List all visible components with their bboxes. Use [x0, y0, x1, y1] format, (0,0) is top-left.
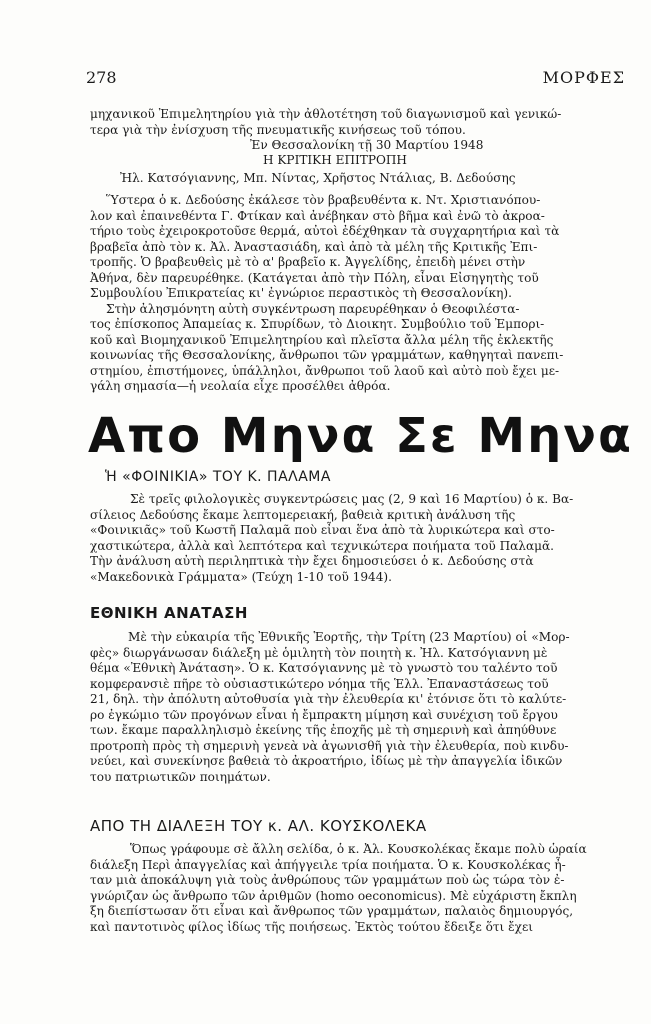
signature-place: Ἐν Θεσσαλονίκη τῇ 30 Μαρτίου 1948 — [250, 138, 484, 152]
kouskoleka-paragraph — [90, 842, 638, 935]
event-paragraph — [90, 193, 638, 395]
text-line: κοῦ καὶ Βιομηχανικοῦ Ἐπιμελητηρίου καὶ πλεῖστα ἄλλα μέλη τῆς ἐκλεκτῆς — [90, 332, 554, 347]
text-line: Σὲ τρεῖς φιλολογικὲς συγκεντρώσεις μας (2, 9 καὶ 16 Μαρτίου) ὁ κ. Βα- — [130, 492, 574, 506]
text-line: καὶ παντοτινὸς φίλος ἰδίως τῆς ποιήσεως. Ἐκτὸς τούτου ἔδειξε ὅτι ἔχει — [90, 919, 533, 934]
text-line: τος ἐπίσκοπος Ἀπαμείας κ. Σπυρίδων, τὸ Διοικητ. Συμβούλιο τοῦ Ἐμπορι- — [90, 317, 545, 331]
signature-title: Η ΚΡΙΤΙΚΗ ΕΠΙΤΡΟΠΗ — [263, 153, 407, 167]
text-line: γνώριζαν ὡς ἄνθρωπο τῶν ἀριθμῶν (homo oeconomicus). Μὲ εὐχάριστη ἔκπλη — [90, 888, 577, 903]
text-line: κοινωνίας τῆς Θεσσαλονίκης, ἄνθρωποι τῶν γραμμάτων, καθηγηταὶ πανεπι- — [90, 348, 564, 362]
text-line: φὲς» διωργάνωσαν διάλεξη μὲ ὁμιλητὴ τὸν ποιητὴ κ. Ἠλ. Κατσόγιαννη μὲ — [90, 645, 548, 660]
text-line: κομφερανσιὲ πῆρε τὸ οὐσιαστικώτερο νόημα τῆς Ἑλλ. Ἐπαναστάσεως τοῦ — [90, 676, 549, 691]
signature-names: Ἠλ. Κατσόγιαννης, Μπ. Νίντας, Χρῆστος Ντάλιας, Β. Δεδούσης — [120, 171, 516, 185]
text-line: χαστικώτερα, ἀλλὰ καὶ λεπτότερα καὶ τεχνικώτερα ποιήματα τοῦ Παλαμᾶ. — [90, 538, 554, 553]
ethniki-paragraph — [90, 630, 638, 785]
heading-kouskoleka: ΑΠΟ ΤΗ ΔΙΑΛΕΞΗ ΤΟΥ κ. ΑΛ. ΚΟΥΣΚΟΛΕΚΑ — [90, 817, 427, 835]
text-line: Συμβουλίου Ἐπικρατείας κι' ἐγνώριοε περαστικὸς τὴ Θεσσαλονίκη). — [90, 286, 512, 300]
text-line: λον καὶ ἐπαινεθέντα Γ. Φτίκαν καὶ ἀνέβηκαν στὸ βῆμα καὶ ἐνῶ τὸ ἀκροα- — [90, 208, 545, 223]
text-line: διάλεξη Περὶ ἀπαγγελίας καὶ ἀπήγγειλε τρία ποιήματα. Ὁ κ. Κουσκολέκας ἦ- — [90, 857, 566, 872]
text-line: προτροπὴ πρὸς τὴ σημερινὴ γενεὰ νὰ ἀγωνισθῆ γιὰ τὴν ἐλευθερία, ποὺ κινδυ- — [90, 738, 569, 753]
text-line: των. ἔκαμε παραλληλισμὸ ἐκείνης τῆς ἐποχῆς μὲ τὴ σημερινὴ καὶ ἀπηύθυνε — [90, 723, 557, 737]
text-line: στημίου, ἐπιστήμονες, ὑπάλληλοι, ἄνθρωποι τοῦ λαοῦ καὶ αὐτὸ ποὺ ἔχει με- — [90, 363, 560, 378]
text-line: τερα γιὰ τὴν ἐνίσχυση τῆς πνευματικῆς κινήσεως τοῦ τόπου. — [90, 122, 466, 137]
text-line: «Φοινικιᾶς» τοῦ Κωστῆ Παλαμᾶ ποὺ εἶναι ἕνα ἀπὸ τὰ λυρικώτερα καὶ στο- — [90, 523, 555, 537]
text-line: Ἀθήνα, δὲν παρευρέθηκε. (Κατάγεται ἀπὸ τὴν Πόλη, εἶναι Εἰσηγητὴς τοῦ — [90, 270, 539, 285]
text-line: ταν μιὰ ἀποκάλυψη γιὰ τοὺς ἀνθρώπους τῶν γραμμάτων ποὺ ὡς τώρα τὸν ἐ- — [90, 873, 565, 887]
journal-title: ΜΟΡΦΕΣ — [542, 68, 625, 87]
text-line: τήριο τοὺς ἐχειροκροτοῦσε θερμά, αὐτοὶ ἐδέχθηκαν τὰ συγχαρητήρια καὶ τὰ — [90, 224, 560, 238]
text-line: ξη διεπίστωσαν ὅτι εἶναι καὶ ἄνθρωπος τῶν γραμμάτων, παλαιὸς δημιουργός, — [90, 904, 574, 918]
section-title: Απο Μηνα Σε Μηνα — [88, 408, 633, 464]
text-line: Ὅπως γράφουμε σὲ ἄλλη σελίδα, ὁ κ. Ἀλ. Κουσκολέκας ἔκαμε πολὺ ὡραία — [130, 842, 587, 856]
text-line: του πατριωτικῶν ποιημάτων. — [90, 769, 271, 784]
text-line: μηχανικοῦ Ἐπιμελητηρίου γιὰ τὴν ἀθλοτέτηση τοῦ διαγωνισμοῦ καὶ γενικώ- — [90, 107, 562, 121]
text-line: βραβεῖα ἀπὸ τὸν κ. Ἀλ. Ἀναστασιάδη, καὶ ἀπὸ τὰ μέλη τῆς Κριτικῆς Ἐπι- — [90, 239, 538, 254]
text-line: νεύει, καὶ συνεκίνησε βαθειὰ τὸ ἀκροατήριο, ἰδίως μὲ τὴν ἀπαγγελία ἰδικῶν — [90, 754, 563, 768]
text-line: «Μακεδονικὰ Γράμματα» (Τεύχη 1-10 τοῦ 1944). — [90, 569, 392, 584]
heading-phoinikia: Ἡ «ΦΟΙΝΙΚΙΑ» ΤΟΥ Κ. ΠΑΛΑΜΑ — [105, 469, 331, 485]
text-line: Στὴν ἀλησμόνητη αὐτὴ συγκέντρωση παρευρέθηκαν ὁ Θεοφιλέστα- — [106, 301, 520, 316]
text-line: Μὲ τὴν εὐκαιρία τῆς Ἐθνικῆς Ἑορτῆς, τὴν Τρίτη (23 Μαρτίου) οἱ «Μορ- — [128, 630, 570, 644]
text-line: Τὴν ἀνάλυση αὐτὴ περιληπτικὰ τὴν ἔχει δημοσιεύσει ὁ κ. Δεδούσης στὰ — [90, 554, 534, 568]
heading-ethniki: ΕΘΝΙΚΗ ΑΝΑΤΑΣΗ — [90, 604, 248, 622]
text-line: σίλειος Δεδούσης ἔκαμε λεπτομερειακή, βαθειὰ κριτικὴ ἀνάλυση τῆς — [90, 507, 516, 522]
top-paragraph — [90, 107, 638, 138]
text-line: ρο ἐγκώμιο τῶν προγόνων εἶναι ἡ ἔμπρακτη μίμηση καὶ συνέχιση τοῦ ἔργου — [90, 707, 558, 722]
running-header — [30, 68, 625, 90]
phoinikia-paragraph — [90, 492, 638, 585]
text-line: γάλη σημασία—ἡ νεολαία εἶχε προσέλθει ἀθρόα. — [90, 379, 391, 393]
text-line: θέμα «Ἐθνικὴ Ἀνάταση». Ὁ κ. Κατσόγιαννης μὲ τὸ γνωστὸ του ταλέντο τοῦ — [90, 661, 558, 675]
text-line: 21, δηλ. τὴν ἀπόλυτη αὐτοθυσία γιὰ τὴν ἐλευθερία κι' ἐτόνισε ὅτι τὸ καλύτε- — [90, 692, 567, 706]
page-number: 278 — [86, 68, 117, 87]
text-line: τροπῆς. Ὁ βραβευθεὶς μὲ τὸ α' βραβεῖο κ. Ἀγγελίδης, ἐπειδὴ μένει στὴν — [90, 255, 526, 269]
text-line: Ὕστερα ὁ κ. Δεδούσης ἐκάλεσε τὸν βραβευθέντα κ. Ντ. Χριστιανόπου- — [106, 193, 541, 207]
